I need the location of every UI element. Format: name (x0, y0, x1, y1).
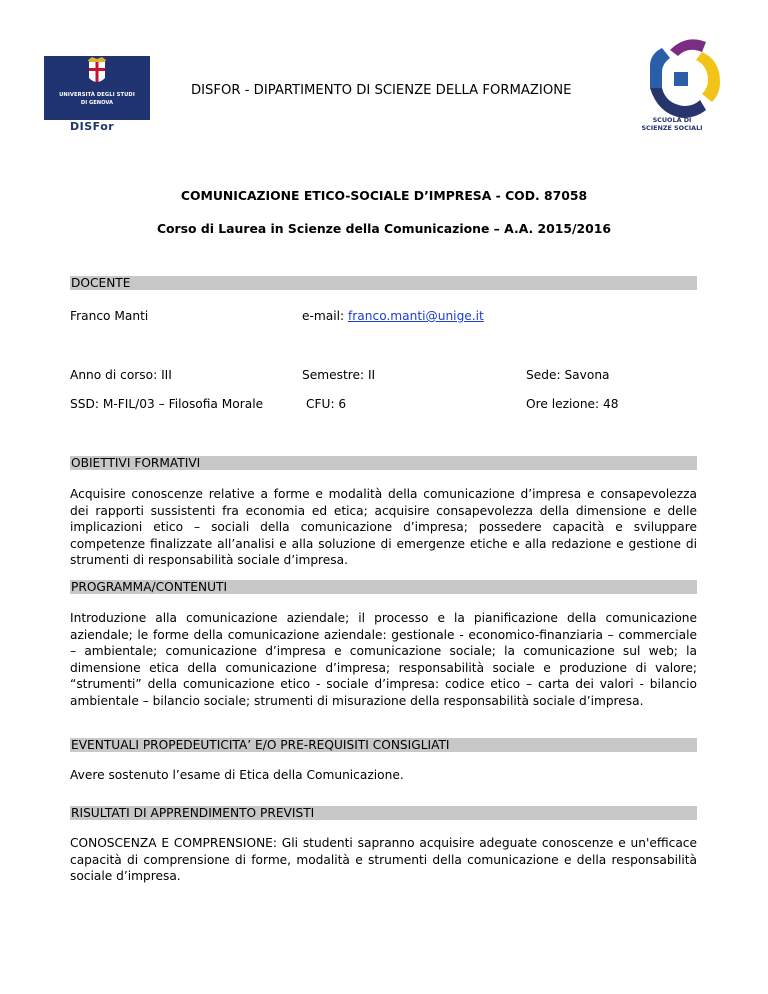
teacher-email-row (302, 309, 484, 323)
unige-logo (44, 56, 150, 136)
programma-text: Introduzione alla comunicazione aziendale; il processo e la pianificazione della comunicazione aziendale; le forme della comunicazione aziendale: gestionale - economico-finanziaria – commerciale – ambientale; comunicazione d’impresa e comunicazione sociale; la comunicazione sul web; la dimensione etica della comunicazione d’impresa; responsabilità sociale e produzione di valore; “strumenti” della comunicazione etico - sociale d’impresa: codice etico – carta dei valori - bilancio ambientale – bilancio sociale; strumenti di misurazione della responsabilità sociale d’impresa. (70, 611, 697, 708)
section-propedeuticita-heading: EVENTUALI PROPEDEUTICITA’ E/O PRE-REQUISITI CONSIGLIATI (70, 738, 697, 752)
obiettivi-text: Acquisire conoscenze relative a forme e modalità della comunicazione d’impresa e consapevolezza dei rapporti sussistenti fra economia ed etica; acquisire consapevolezza della dimensione e delle implicazioni etico – sociali della comunicazione d’impresa; possedere capacità e sviluppare competenze finalizzate all’analisi e alla soluzione di emergenze etiche e alla redazione e gestione di strumenti di responsabilità sociale d’impresa. (70, 487, 697, 567)
cfu: CFU: 6 (306, 397, 347, 411)
ssd: SSD: M-FIL/03 – Filosofia Morale (70, 397, 264, 411)
teacher-name: Franco Manti (70, 309, 149, 323)
disfor-logo-text: DISFor (70, 120, 115, 133)
ore-lezione: Ore lezione: 48 (526, 397, 619, 411)
sede: Sede: Savona (526, 368, 610, 382)
crest-icon (44, 56, 150, 92)
school-name-line2: SCIENZE SOCIALI (641, 124, 703, 132)
section-risultati-heading: RISULTATI DI APPRENDIMENTO PREVISTI (70, 806, 697, 820)
section-docente-heading: DOCENTE (70, 276, 697, 290)
anno-di-corso: Anno di corso: III (70, 368, 172, 382)
email-label: e-mail: (302, 309, 348, 323)
email-link[interactable]: franco.manti@unige.it (348, 309, 484, 323)
school-name-line1: SCUOLA DI (652, 116, 692, 124)
department-title: DISFOR - DIPARTIMENTO DI SCIENZE DELLA FORMAZIONE (191, 83, 572, 98)
risultati-text: CONOSCENZA E COMPRENSIONE: Gli studenti sapranno acquisire adeguate conoscenze e un'efficace capacità di comprensione di forme, modalità e strumenti della comunicazione e della responsabilità sociale d’impresa. (70, 836, 697, 883)
section-obiettivi-heading: OBIETTIVI FORMATIVI (70, 456, 697, 470)
university-name-line1: UNIVERSITÀ DEGLI STUDI (59, 92, 135, 98)
course-subtitle: Corso di Laurea in Scienze della Comunicazione – A.A. 2015/2016 (156, 221, 612, 236)
propedeuticita-text: Avere sostenuto l’esame di Etica della Comunicazione. (70, 768, 404, 782)
university-name-line2: DI GENOVA (80, 100, 114, 106)
semestre: Semestre: II (302, 368, 376, 382)
course-title: COMUNICAZIONE ETICO-SOCIALE D’IMPRESA - COD. 87058 (180, 188, 588, 203)
section-programma-heading: PROGRAMMA/CONTENUTI (70, 580, 697, 594)
unige-logo-box (44, 56, 150, 120)
